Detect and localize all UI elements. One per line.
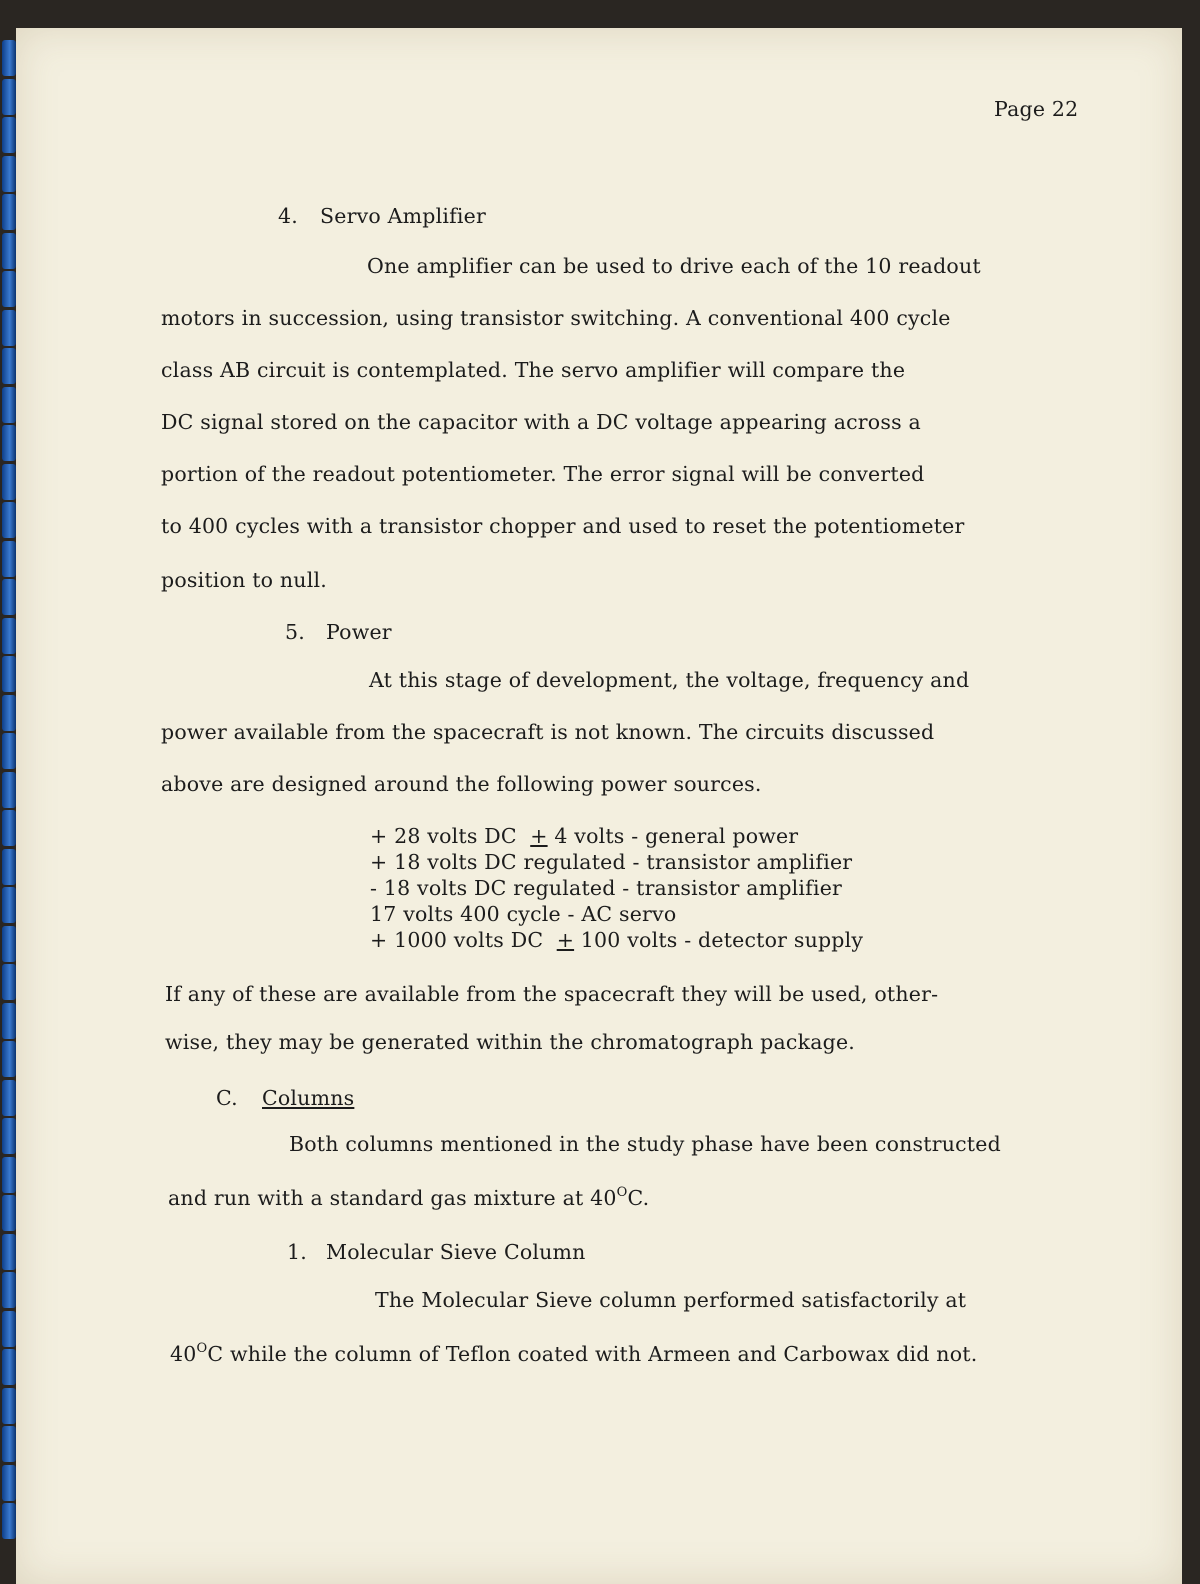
binding-coil — [2, 656, 16, 692]
binding-coil — [2, 964, 16, 1000]
binding-coil — [2, 887, 16, 923]
binding-coil — [2, 618, 16, 654]
power-source-line — [370, 928, 863, 952]
binding-coil — [2, 926, 16, 962]
section-heading: Columns — [262, 1086, 355, 1110]
spiral-binding — [0, 40, 24, 1580]
paragraph-line: At this stage of development, the voltage, frequency and — [369, 668, 970, 692]
binding-coil — [2, 695, 16, 731]
section-letter: C. — [216, 1086, 238, 1110]
binding-coil — [2, 1503, 16, 1539]
power-source-line — [370, 824, 798, 848]
subsection-number: 1. — [287, 1240, 307, 1264]
paragraph-line — [170, 1342, 977, 1370]
binding-coil — [2, 1465, 16, 1501]
paragraph-line: The Molecular Sieve column performed satisfactorily at — [375, 1288, 967, 1312]
paragraph-line: power available from the spacecraft is not known. The circuits discussed — [161, 720, 935, 744]
binding-coil — [2, 1388, 16, 1424]
paragraph-line: DC signal stored on the capacitor with a DC voltage appearing across a — [161, 410, 921, 434]
text-run: 40 — [170, 1342, 197, 1366]
binding-coil — [2, 310, 16, 346]
section-number: 5. — [285, 620, 305, 644]
binding-coil — [2, 541, 16, 577]
paragraph-line: portion of the readout potentiometer. The error signal will be converted — [161, 462, 925, 486]
power-source-line: + 18 volts DC regulated - transistor amplifier — [370, 850, 853, 874]
binding-coil — [2, 194, 16, 230]
paragraph-line: One amplifier can be used to drive each of the 10 readout — [367, 254, 981, 278]
binding-coil — [2, 579, 16, 615]
plus-minus-sign: + — [530, 824, 548, 848]
binding-coil — [2, 1426, 16, 1462]
binding-coil — [2, 1311, 16, 1347]
source-text: + 1000 volts DC — [370, 928, 557, 952]
paragraph-line: position to null. — [161, 568, 327, 592]
subsection-heading: Molecular Sieve Column — [326, 1240, 586, 1264]
source-text: 4 volts - general power — [547, 824, 799, 848]
binding-coil — [2, 1349, 16, 1385]
binding-coil — [2, 1080, 16, 1116]
binding-coil — [2, 849, 16, 885]
text-run: and run with a standard gas mixture at 40 — [168, 1186, 617, 1210]
paragraph-line: wise, they may be generated within the chromatograph package. — [165, 1030, 856, 1054]
binding-coil — [2, 233, 16, 269]
source-text: 100 volts - detector supply — [574, 928, 864, 952]
binding-coil — [2, 1234, 16, 1270]
binding-coil — [2, 156, 16, 192]
binding-coil — [2, 1041, 16, 1077]
binding-coil — [2, 117, 16, 153]
plus-minus-sign: + — [556, 928, 575, 952]
paragraph-line: above are designed around the following power sources. — [161, 772, 762, 796]
binding-coil — [2, 79, 16, 115]
binding-coil — [2, 772, 16, 808]
binding-coil — [2, 810, 16, 846]
binding-coil — [2, 1272, 16, 1308]
binding-coil — [2, 502, 16, 538]
binding-coil — [2, 733, 16, 769]
paragraph-line: If any of these are available from the spacecraft they will be used, other- — [165, 982, 939, 1006]
binding-coil — [2, 40, 16, 76]
degree-sup: O — [196, 1341, 208, 1356]
power-source-line: 17 volts 400 cycle - AC servo — [370, 902, 677, 926]
paragraph-line: class AB circuit is contemplated. The servo amplifier will compare the — [161, 358, 906, 382]
binding-coil — [2, 1003, 16, 1039]
binding-coil — [2, 1118, 16, 1154]
binding-coil — [2, 1195, 16, 1231]
section-heading: Servo Amplifier — [320, 204, 486, 228]
paragraph-line: to 400 cycles with a transistor chopper and used to reset the potentiometer — [161, 514, 965, 538]
paragraph-line: motors in succession, using transistor switching. A conventional 400 cycle — [161, 306, 951, 330]
binding-coil — [2, 464, 16, 500]
paragraph-line — [168, 1186, 649, 1214]
section-number: 4. — [278, 204, 298, 228]
binding-coil — [2, 387, 16, 423]
paragraph-line: Both columns mentioned in the study phase have been constructed — [289, 1132, 1001, 1156]
page-number: Page 22 — [994, 97, 1079, 121]
binding-coil — [2, 271, 16, 307]
source-text: + 28 volts DC — [370, 824, 531, 848]
degree-sup: O — [616, 1185, 628, 1200]
text-run: C. — [627, 1186, 650, 1210]
binding-coil — [2, 425, 16, 461]
section-heading: Power — [326, 620, 392, 644]
binding-coil — [2, 1157, 16, 1193]
text-run: C while the column of Teflon coated with Armeen and Carbowax did not. — [207, 1342, 978, 1366]
power-source-line: - 18 volts DC regulated - transistor amplifier — [370, 876, 843, 900]
binding-coil — [2, 348, 16, 384]
